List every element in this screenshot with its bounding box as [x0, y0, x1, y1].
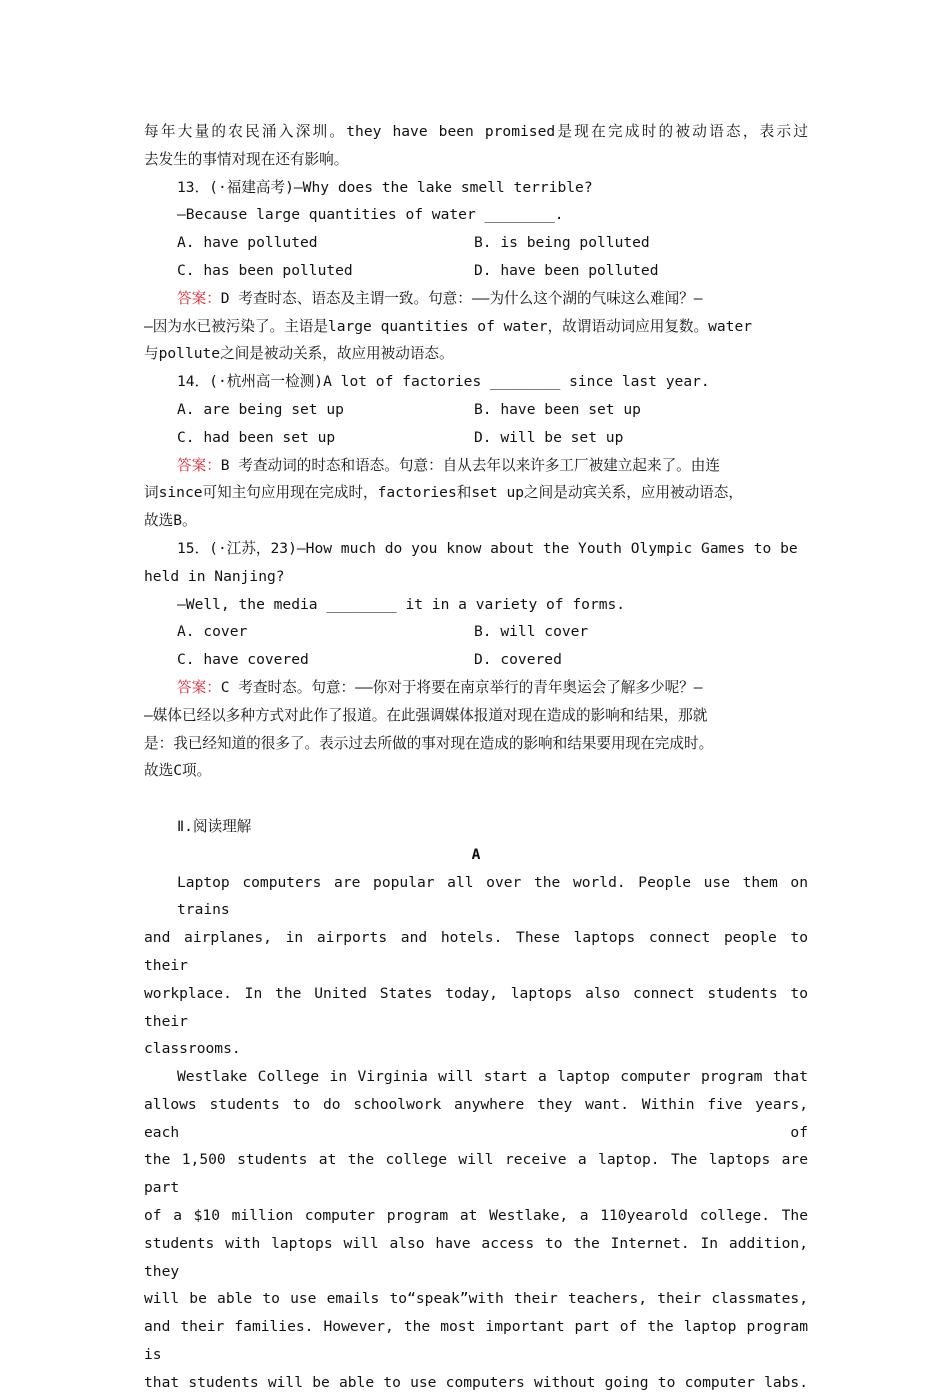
- q13-option-d: D. have been polluted: [474, 261, 659, 279]
- q14-option-d: D. will be set up: [474, 428, 624, 446]
- answer-label: 答案：: [177, 678, 221, 696]
- q13-options-row-2: [144, 257, 808, 285]
- q13-option-c: C. has been polluted: [177, 261, 353, 279]
- q14-answer-line-2: 词since可知主句应用现在完成时，factories和set up之间是动宾关系，应用被动语态，: [144, 484, 743, 502]
- answer-text: D 考查时态、语态及主谓一致。句意：——为什么这个湖的气味这么难闻？—: [220, 289, 703, 307]
- passage-p2-line: allows students to do schoolwork anywhere they want. Within five years, each of: [144, 1095, 808, 1141]
- q14-options-row-1: [144, 396, 808, 424]
- passage-p2-line: and their families. However, the most important part of the laptop program is: [144, 1318, 808, 1364]
- q13-option-b: B. is being polluted: [474, 234, 650, 252]
- q15-option-c: C. have covered: [177, 651, 309, 669]
- q14-stem: 14．(·杭州高一检测)A lot of factories ________ since last year.: [177, 373, 710, 391]
- passage-p2-line: of a $10 million computer program at Westlake, a 110yearold college. The: [144, 1207, 808, 1225]
- answer-text: C 考查时态。句意：——你对于将要在南京举行的青年奥运会了解多少呢？—: [220, 678, 703, 696]
- passage-p2-line: Westlake College in Virginia will start a laptop computer program that: [177, 1068, 808, 1086]
- passage-p2-line: that students will be able to use computers without going to computer labs.: [144, 1373, 808, 1391]
- intro-line-2: 去发生的事情对现在还有影响。: [144, 150, 349, 168]
- q13-answer-line-2: —因为水已被污染了。主语是large quantities of water，故谓语动词应用复数。water: [144, 317, 753, 335]
- q15-stem: 15．(·江苏，23)—How much do you know about the Youth Olympic Games to be: [177, 539, 798, 557]
- section-heading: Ⅱ.阅读理解: [177, 817, 252, 835]
- passage-p2-line: the 1,500 students at the college will receive a laptop. The laptops are part: [144, 1151, 808, 1197]
- passage-p1-line: and airplanes, in airports and hotels. These laptops connect people to their: [144, 929, 808, 974]
- answer-text: B 考查动词的时态和语态。句意：自从去年以来许多工厂被建立起来了。由连: [220, 456, 720, 474]
- q13-stem-2: —Because large quantities of water ________.: [177, 206, 564, 224]
- answer-label: 答案：: [177, 289, 221, 307]
- passage-p1-line: workplace. In the United States today, laptops also connect students to their: [144, 984, 808, 1030]
- q14-answer-line-1: [144, 452, 808, 480]
- intro-line-1: 每年大量的农民涌入深圳。they have been promised是现在完成时的被动语态，表示过: [144, 123, 808, 140]
- q15-option-a: A. cover: [177, 623, 248, 641]
- q13-answer-line-3: 与pollute之间是被动关系，故应用被动语态。: [144, 345, 454, 363]
- passage-p2-line: students with laptops will also have access to the Internet. In addition, they: [144, 1234, 808, 1280]
- passage-p2-line: will be able to use emails to“speak”with their teachers, their classmates,: [144, 1290, 808, 1308]
- answer-label: 答案：: [177, 456, 221, 474]
- q15-options-row-1: [144, 618, 808, 646]
- q13-answer-line-1: [144, 285, 808, 313]
- q15-option-d: D. covered: [474, 651, 562, 669]
- q14-options-row-2: [144, 424, 808, 452]
- q15-answer-line-3: 是：我已经知道的很多了。表示过去所做的事对现在造成的影响和结果要用现在完成时。: [144, 734, 714, 752]
- q14-option-a: A. are being set up: [177, 400, 344, 418]
- passage-p1-line: Laptop computers are popular all over the world. People use them on trains: [177, 873, 808, 919]
- q14-option-b: B. have been set up: [474, 400, 641, 418]
- document-page: [144, 118, 808, 1397]
- q15-stem-cont: held in Nanjing?: [144, 567, 285, 585]
- passage-p1-line: classrooms.: [144, 1040, 241, 1058]
- q13-stem: 13．(·福建高考)—Why does the lake smell terrible?: [177, 178, 593, 196]
- q15-answer-line-2: —媒体已经以多种方式对此作了报道。在此强调媒体报道对现在造成的影响和结果，那就: [144, 706, 708, 724]
- q14-answer-line-3: 故选B。: [144, 512, 197, 530]
- q15-answer-line-4: 故选C项。: [144, 762, 212, 780]
- section-spacer: [144, 785, 808, 813]
- q14-option-c: C. had been set up: [177, 428, 336, 446]
- q13-options-row-1: [144, 229, 808, 257]
- q15-option-b: B. will cover: [474, 623, 589, 641]
- q13-option-a: A. have polluted: [177, 234, 318, 252]
- q15-answer-line-1: [144, 674, 808, 702]
- passage-label: A: [471, 845, 481, 863]
- q15-stem-2: —Well, the media ________ it in a variety of forms.: [177, 595, 626, 613]
- q15-options-row-2: [144, 646, 808, 674]
